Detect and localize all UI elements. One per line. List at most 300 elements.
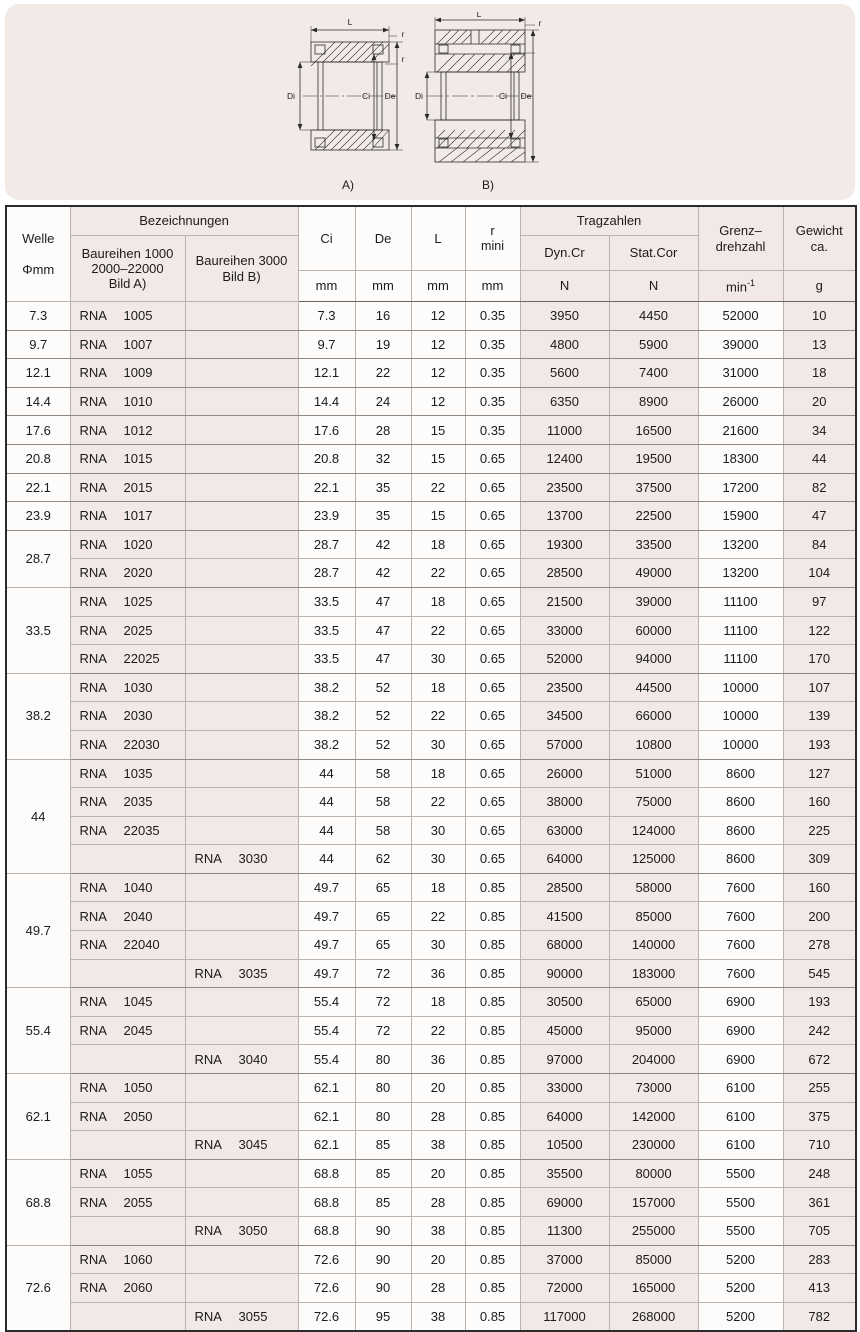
bearing-prefix: RNA bbox=[194, 1223, 222, 1239]
cell-stat-cor: 51000 bbox=[609, 759, 698, 788]
bearing-prefix: RNA bbox=[194, 851, 222, 867]
cell-l: 30 bbox=[411, 931, 465, 960]
cell-grenzdrehzahl: 5500 bbox=[698, 1188, 783, 1217]
cell-grenzdrehzahl: 10000 bbox=[698, 673, 783, 702]
header-grenz-unit bbox=[698, 271, 783, 302]
cell-grenzdrehzahl: 18300 bbox=[698, 444, 783, 473]
figure-banner bbox=[5, 4, 855, 200]
header-stat-title: Stat.Cor bbox=[629, 245, 678, 261]
cell-de: 47 bbox=[355, 645, 411, 674]
cell-ci: 20.8 bbox=[298, 444, 355, 473]
cell-gewicht: 705 bbox=[783, 1217, 856, 1246]
cell-dyn-cr: 11000 bbox=[520, 416, 609, 445]
cell-grenzdrehzahl: 6900 bbox=[698, 1045, 783, 1074]
cell-r: 0.65 bbox=[465, 702, 520, 731]
cell-baureihen-a bbox=[70, 902, 185, 931]
bearing-number: 3035 bbox=[238, 965, 268, 981]
cell-ci: 7.3 bbox=[298, 302, 355, 331]
cell-de: 28 bbox=[355, 416, 411, 445]
table-row bbox=[6, 1302, 856, 1331]
cell-baureihen-a bbox=[70, 530, 185, 559]
figure-a bbox=[273, 12, 423, 192]
cell-dyn-cr: 13700 bbox=[520, 502, 609, 531]
cell-ci: 72.6 bbox=[298, 1245, 355, 1274]
cell-l: 12 bbox=[411, 330, 465, 359]
table-row bbox=[6, 816, 856, 845]
bearing-number: 2040 bbox=[123, 908, 153, 924]
cell-gewicht: 13 bbox=[783, 330, 856, 359]
cell-stat-cor: 22500 bbox=[609, 502, 698, 531]
cell-baureihen-a bbox=[70, 1217, 185, 1246]
bearing-number: 1040 bbox=[123, 880, 153, 895]
bearing-number: 1010 bbox=[123, 393, 153, 409]
cell-baureihen-a bbox=[70, 473, 185, 502]
cell-r: 0.85 bbox=[465, 902, 520, 931]
dim-label-l-a: L bbox=[347, 17, 353, 27]
cell-ci: 49.7 bbox=[298, 873, 355, 902]
cell-ci: 62.1 bbox=[298, 1131, 355, 1160]
table-row bbox=[6, 1131, 856, 1160]
table-row bbox=[6, 387, 856, 416]
bearing-number: 1015 bbox=[123, 451, 153, 467]
cell-grenzdrehzahl: 39000 bbox=[698, 330, 783, 359]
cell-r: 0.85 bbox=[465, 1016, 520, 1045]
cell-dyn-cr: 57000 bbox=[520, 730, 609, 759]
cell-stat-cor: 124000 bbox=[609, 816, 698, 845]
header-de-unit: mm bbox=[355, 271, 411, 302]
cell-grenzdrehzahl: 13200 bbox=[698, 559, 783, 588]
cell-grenzdrehzahl: 5200 bbox=[698, 1274, 783, 1303]
cell-baureihen-a bbox=[70, 302, 185, 331]
cell-dyn-cr: 3950 bbox=[520, 302, 609, 331]
header-baureihen-a-l3: Bild A) bbox=[108, 276, 147, 292]
table-row bbox=[6, 730, 856, 759]
cell-baureihen-b bbox=[185, 302, 298, 331]
dim-label-l-b: L bbox=[476, 12, 482, 19]
cell-grenzdrehzahl: 5200 bbox=[698, 1302, 783, 1331]
dim-label-r2-a: r bbox=[401, 54, 405, 64]
cell-grenzdrehzahl: 13200 bbox=[698, 530, 783, 559]
cell-dyn-cr: 33000 bbox=[520, 616, 609, 645]
cell-gewicht: 413 bbox=[783, 1274, 856, 1303]
cell-dyn-cr: 33000 bbox=[520, 1074, 609, 1103]
cell-de: 80 bbox=[355, 1102, 411, 1131]
cell-ci: 49.7 bbox=[298, 902, 355, 931]
cell-l: 20 bbox=[411, 1074, 465, 1103]
cell-ci: 62.1 bbox=[298, 1102, 355, 1131]
cell-baureihen-a bbox=[70, 559, 185, 588]
cell-baureihen-a bbox=[70, 645, 185, 674]
header-r bbox=[465, 206, 520, 271]
cell-gewicht: 127 bbox=[783, 759, 856, 788]
table-row bbox=[6, 444, 856, 473]
cell-baureihen-a bbox=[70, 1016, 185, 1045]
cell-de: 65 bbox=[355, 931, 411, 960]
header-dyn-title: Dyn.Cr bbox=[544, 245, 585, 261]
cell-baureihen-a bbox=[70, 359, 185, 388]
cell-ci: 33.5 bbox=[298, 645, 355, 674]
cell-r: 0.85 bbox=[465, 873, 520, 902]
cell-stat-cor: 255000 bbox=[609, 1217, 698, 1246]
cell-grenzdrehzahl: 8600 bbox=[698, 816, 783, 845]
cell-l: 20 bbox=[411, 1245, 465, 1274]
header-r-title: r bbox=[490, 223, 495, 239]
header-stat-unit: N bbox=[609, 271, 698, 302]
table-row bbox=[6, 616, 856, 645]
cell-baureihen-a bbox=[70, 845, 185, 874]
cell-dyn-cr: 64000 bbox=[520, 845, 609, 874]
bearing-number: 3045 bbox=[238, 1137, 268, 1153]
cell-stat-cor: 37500 bbox=[609, 473, 698, 502]
cell-l: 28 bbox=[411, 1188, 465, 1217]
cell-ci: 17.6 bbox=[298, 416, 355, 445]
cell-l: 22 bbox=[411, 788, 465, 817]
bearing-prefix: RNA bbox=[79, 1022, 107, 1038]
cell-dyn-cr: 12400 bbox=[520, 444, 609, 473]
table-row bbox=[6, 988, 856, 1017]
cell-stat-cor: 4450 bbox=[609, 302, 698, 331]
cell-welle: 44 bbox=[6, 759, 70, 873]
bearing-number: 1005 bbox=[123, 308, 153, 324]
header-gewicht-line1: Gewicht bbox=[795, 223, 843, 239]
cell-baureihen-b bbox=[185, 530, 298, 559]
cell-ci: 44 bbox=[298, 816, 355, 845]
cell-dyn-cr: 68000 bbox=[520, 931, 609, 960]
cell-dyn-cr: 30500 bbox=[520, 988, 609, 1017]
cell-dyn-cr: 10500 bbox=[520, 1131, 609, 1160]
bearing-prefix: RNA bbox=[79, 822, 107, 838]
cell-stat-cor: 73000 bbox=[609, 1074, 698, 1103]
cell-l: 22 bbox=[411, 1016, 465, 1045]
table-row bbox=[6, 302, 856, 331]
cell-stat-cor: 95000 bbox=[609, 1016, 698, 1045]
cell-grenzdrehzahl: 31000 bbox=[698, 359, 783, 388]
cell-dyn-cr: 117000 bbox=[520, 1302, 609, 1331]
bearing-prefix: RNA bbox=[79, 1194, 107, 1210]
cell-l: 36 bbox=[411, 959, 465, 988]
bearing-number: 1017 bbox=[123, 508, 153, 524]
cell-r: 0.35 bbox=[465, 387, 520, 416]
cell-gewicht: 44 bbox=[783, 444, 856, 473]
cell-l: 30 bbox=[411, 816, 465, 845]
cell-dyn-cr: 64000 bbox=[520, 1102, 609, 1131]
table-row bbox=[6, 1188, 856, 1217]
cell-welle: 14.4 bbox=[6, 387, 70, 416]
cell-l: 20 bbox=[411, 1159, 465, 1188]
bearing-number: 1060 bbox=[123, 1251, 153, 1267]
table-row bbox=[6, 1045, 856, 1074]
cell-ci: 68.8 bbox=[298, 1159, 355, 1188]
cell-l: 38 bbox=[411, 1302, 465, 1331]
cell-baureihen-b bbox=[185, 988, 298, 1017]
cell-dyn-cr: 6350 bbox=[520, 387, 609, 416]
bearing-prefix: RNA bbox=[79, 994, 107, 1010]
cell-l: 36 bbox=[411, 1045, 465, 1074]
bearing-diagram-a bbox=[273, 12, 423, 180]
cell-welle: 55.4 bbox=[6, 988, 70, 1074]
cell-welle: 23.9 bbox=[6, 502, 70, 531]
cell-baureihen-b bbox=[185, 416, 298, 445]
cell-r: 0.85 bbox=[465, 1188, 520, 1217]
cell-r: 0.85 bbox=[465, 931, 520, 960]
cell-dyn-cr: 23500 bbox=[520, 673, 609, 702]
cell-baureihen-a bbox=[70, 931, 185, 960]
cell-baureihen-b bbox=[185, 931, 298, 960]
cell-de: 80 bbox=[355, 1074, 411, 1103]
cell-l: 22 bbox=[411, 902, 465, 931]
cell-de: 16 bbox=[355, 302, 411, 331]
cell-baureihen-b bbox=[185, 1074, 298, 1103]
table-row bbox=[6, 502, 856, 531]
cell-baureihen-a bbox=[70, 1045, 185, 1074]
cell-grenzdrehzahl: 5500 bbox=[698, 1217, 783, 1246]
cell-stat-cor: 75000 bbox=[609, 788, 698, 817]
bearing-number: 3040 bbox=[238, 1051, 268, 1067]
cell-r: 0.85 bbox=[465, 1217, 520, 1246]
cell-stat-cor: 66000 bbox=[609, 702, 698, 731]
table-row bbox=[6, 1074, 856, 1103]
cell-gewicht: 84 bbox=[783, 530, 856, 559]
cell-stat-cor: 39000 bbox=[609, 587, 698, 616]
cell-ci: 38.2 bbox=[298, 702, 355, 731]
cell-r: 0.35 bbox=[465, 330, 520, 359]
cell-baureihen-a bbox=[70, 587, 185, 616]
bearing-prefix: RNA bbox=[79, 679, 107, 695]
cell-dyn-cr: 45000 bbox=[520, 1016, 609, 1045]
cell-r: 0.35 bbox=[465, 359, 520, 388]
cell-gewicht: 34 bbox=[783, 416, 856, 445]
bearing-number: 1020 bbox=[123, 536, 153, 552]
cell-gewicht: 47 bbox=[783, 502, 856, 531]
cell-baureihen-b bbox=[185, 1131, 298, 1160]
dim-label-di-a: Di bbox=[286, 91, 296, 101]
header-ci: Ci bbox=[298, 206, 355, 271]
bearing-number: 1045 bbox=[123, 994, 153, 1010]
bearing-prefix: RNA bbox=[194, 965, 222, 981]
header-baureihen-b-l1: Baureihen 3000 bbox=[195, 253, 288, 269]
cell-stat-cor: 58000 bbox=[609, 873, 698, 902]
cell-baureihen-b bbox=[185, 559, 298, 588]
cell-grenzdrehzahl: 10000 bbox=[698, 702, 783, 731]
cell-baureihen-a bbox=[70, 1245, 185, 1274]
cell-welle: 9.7 bbox=[6, 330, 70, 359]
cell-grenzdrehzahl: 21600 bbox=[698, 416, 783, 445]
cell-dyn-cr: 90000 bbox=[520, 959, 609, 988]
cell-gewicht: 309 bbox=[783, 845, 856, 874]
bearing-number: 1055 bbox=[123, 1165, 153, 1181]
cell-r: 0.65 bbox=[465, 845, 520, 874]
cell-baureihen-a bbox=[70, 673, 185, 702]
cell-baureihen-a bbox=[70, 616, 185, 645]
cell-gewicht: 375 bbox=[783, 1102, 856, 1131]
cell-gewicht: 97 bbox=[783, 587, 856, 616]
cell-de: 80 bbox=[355, 1045, 411, 1074]
cell-de: 65 bbox=[355, 902, 411, 931]
cell-grenzdrehzahl: 7600 bbox=[698, 931, 783, 960]
bearing-number: 1009 bbox=[123, 365, 153, 381]
bearing-prefix: RNA bbox=[79, 794, 107, 810]
bearing-prefix: RNA bbox=[79, 393, 107, 409]
header-baureihen-b-l2: Bild B) bbox=[222, 268, 261, 284]
cell-baureihen-b bbox=[185, 1188, 298, 1217]
cell-l: 15 bbox=[411, 502, 465, 531]
cell-baureihen-a bbox=[70, 873, 185, 902]
cell-de: 32 bbox=[355, 444, 411, 473]
bearing-number: 2025 bbox=[123, 622, 153, 638]
cell-dyn-cr: 97000 bbox=[520, 1045, 609, 1074]
cell-de: 42 bbox=[355, 559, 411, 588]
cell-de: 42 bbox=[355, 530, 411, 559]
cell-de: 58 bbox=[355, 816, 411, 845]
cell-de: 19 bbox=[355, 330, 411, 359]
cell-dyn-cr: 4800 bbox=[520, 330, 609, 359]
bearing-prefix: RNA bbox=[79, 908, 107, 924]
table-header bbox=[6, 206, 856, 302]
cell-welle: 22.1 bbox=[6, 473, 70, 502]
cell-de: 58 bbox=[355, 788, 411, 817]
cell-de: 52 bbox=[355, 730, 411, 759]
cell-grenzdrehzahl: 5500 bbox=[698, 1159, 783, 1188]
cell-welle: 49.7 bbox=[6, 873, 70, 987]
cell-baureihen-a bbox=[70, 1188, 185, 1217]
header-welle bbox=[6, 206, 70, 302]
cell-grenzdrehzahl: 17200 bbox=[698, 473, 783, 502]
cell-baureihen-a bbox=[70, 1074, 185, 1103]
cell-grenzdrehzahl: 6100 bbox=[698, 1102, 783, 1131]
cell-ci: 55.4 bbox=[298, 988, 355, 1017]
dim-label-de-a: De bbox=[384, 91, 396, 101]
header-gewicht-line2: ca. bbox=[810, 238, 828, 254]
cell-ci: 49.7 bbox=[298, 959, 355, 988]
bearing-prefix: RNA bbox=[194, 1051, 222, 1067]
cell-stat-cor: 230000 bbox=[609, 1131, 698, 1160]
cell-l: 38 bbox=[411, 1131, 465, 1160]
cell-baureihen-b bbox=[185, 359, 298, 388]
table-row bbox=[6, 873, 856, 902]
cell-ci: 33.5 bbox=[298, 616, 355, 645]
cell-baureihen-a bbox=[70, 702, 185, 731]
cell-de: 90 bbox=[355, 1217, 411, 1246]
figure-b-caption: B) bbox=[482, 178, 494, 192]
cell-dyn-cr: 28500 bbox=[520, 559, 609, 588]
table-row bbox=[6, 902, 856, 931]
cell-de: 52 bbox=[355, 673, 411, 702]
cell-de: 47 bbox=[355, 616, 411, 645]
cell-welle: 7.3 bbox=[6, 302, 70, 331]
cell-baureihen-b bbox=[185, 1016, 298, 1045]
header-grenzdrehzahl bbox=[698, 206, 783, 271]
header-l: L bbox=[411, 206, 465, 271]
cell-gewicht: 18 bbox=[783, 359, 856, 388]
cell-dyn-cr: 69000 bbox=[520, 1188, 609, 1217]
cell-baureihen-b bbox=[185, 845, 298, 874]
dim-label-r-a: r bbox=[401, 29, 405, 39]
cell-baureihen-b bbox=[185, 1245, 298, 1274]
cell-stat-cor: 19500 bbox=[609, 444, 698, 473]
cell-dyn-cr: 26000 bbox=[520, 759, 609, 788]
bearing-number: 2055 bbox=[123, 1194, 153, 1210]
cell-stat-cor: 33500 bbox=[609, 530, 698, 559]
bearing-prefix: RNA bbox=[79, 622, 107, 638]
cell-de: 95 bbox=[355, 1302, 411, 1331]
cell-r: 0.85 bbox=[465, 1159, 520, 1188]
cell-l: 22 bbox=[411, 559, 465, 588]
cell-dyn-cr: 37000 bbox=[520, 1245, 609, 1274]
cell-stat-cor: 204000 bbox=[609, 1045, 698, 1074]
cell-r: 0.35 bbox=[465, 302, 520, 331]
bearing-prefix: RNA bbox=[79, 937, 107, 953]
cell-r: 0.65 bbox=[465, 530, 520, 559]
cell-dyn-cr: 72000 bbox=[520, 1274, 609, 1303]
header-de: De bbox=[355, 206, 411, 271]
bearing-number: 2045 bbox=[123, 1022, 153, 1038]
cell-grenzdrehzahl: 7600 bbox=[698, 959, 783, 988]
cell-r: 0.35 bbox=[465, 416, 520, 445]
cell-gewicht: 104 bbox=[783, 559, 856, 588]
header-gewicht bbox=[783, 206, 856, 271]
cell-l: 30 bbox=[411, 645, 465, 674]
cell-gewicht: 255 bbox=[783, 1074, 856, 1103]
bearing-number: 1025 bbox=[123, 594, 153, 610]
cell-welle: 38.2 bbox=[6, 673, 70, 759]
cell-welle: 72.6 bbox=[6, 1245, 70, 1331]
cell-dyn-cr: 38000 bbox=[520, 788, 609, 817]
header-grenz-unit-sup: -1 bbox=[746, 277, 755, 288]
cell-r: 0.65 bbox=[465, 559, 520, 588]
bearing-prefix: RNA bbox=[194, 1137, 222, 1153]
cell-baureihen-b bbox=[185, 759, 298, 788]
cell-r: 0.65 bbox=[465, 616, 520, 645]
bearing-number: 1030 bbox=[123, 679, 153, 695]
table-row bbox=[6, 931, 856, 960]
cell-grenzdrehzahl: 8600 bbox=[698, 845, 783, 874]
bearing-number: 2020 bbox=[123, 565, 153, 581]
cell-gewicht: 283 bbox=[783, 1245, 856, 1274]
cell-l: 28 bbox=[411, 1102, 465, 1131]
cell-gewicht: 193 bbox=[783, 730, 856, 759]
cell-gewicht: 225 bbox=[783, 816, 856, 845]
bearing-number: 1050 bbox=[123, 1080, 153, 1096]
cell-dyn-cr: 35500 bbox=[520, 1159, 609, 1188]
bearing-prefix: RNA bbox=[194, 1308, 222, 1324]
cell-dyn-cr: 21500 bbox=[520, 587, 609, 616]
table-row bbox=[6, 702, 856, 731]
cell-de: 22 bbox=[355, 359, 411, 388]
cell-ci: 38.2 bbox=[298, 673, 355, 702]
cell-baureihen-b bbox=[185, 1045, 298, 1074]
bearing-prefix: RNA bbox=[79, 1165, 107, 1181]
cell-l: 18 bbox=[411, 873, 465, 902]
cell-grenzdrehzahl: 5200 bbox=[698, 1245, 783, 1274]
cell-stat-cor: 142000 bbox=[609, 1102, 698, 1131]
table-row bbox=[6, 788, 856, 817]
cell-grenzdrehzahl: 11100 bbox=[698, 616, 783, 645]
bearing-prefix: RNA bbox=[79, 737, 107, 753]
cell-grenzdrehzahl: 6900 bbox=[698, 988, 783, 1017]
header-stat bbox=[609, 236, 698, 271]
cell-baureihen-b bbox=[185, 444, 298, 473]
bearing-prefix: RNA bbox=[79, 880, 107, 895]
bearing-prefix: RNA bbox=[79, 422, 107, 438]
cell-baureihen-a bbox=[70, 788, 185, 817]
cell-l: 30 bbox=[411, 730, 465, 759]
cell-r: 0.65 bbox=[465, 502, 520, 531]
header-baureihen-b bbox=[185, 236, 298, 302]
cell-l: 30 bbox=[411, 845, 465, 874]
cell-de: 85 bbox=[355, 1188, 411, 1217]
bearing-prefix: RNA bbox=[79, 365, 107, 381]
cell-gewicht: 10 bbox=[783, 302, 856, 331]
